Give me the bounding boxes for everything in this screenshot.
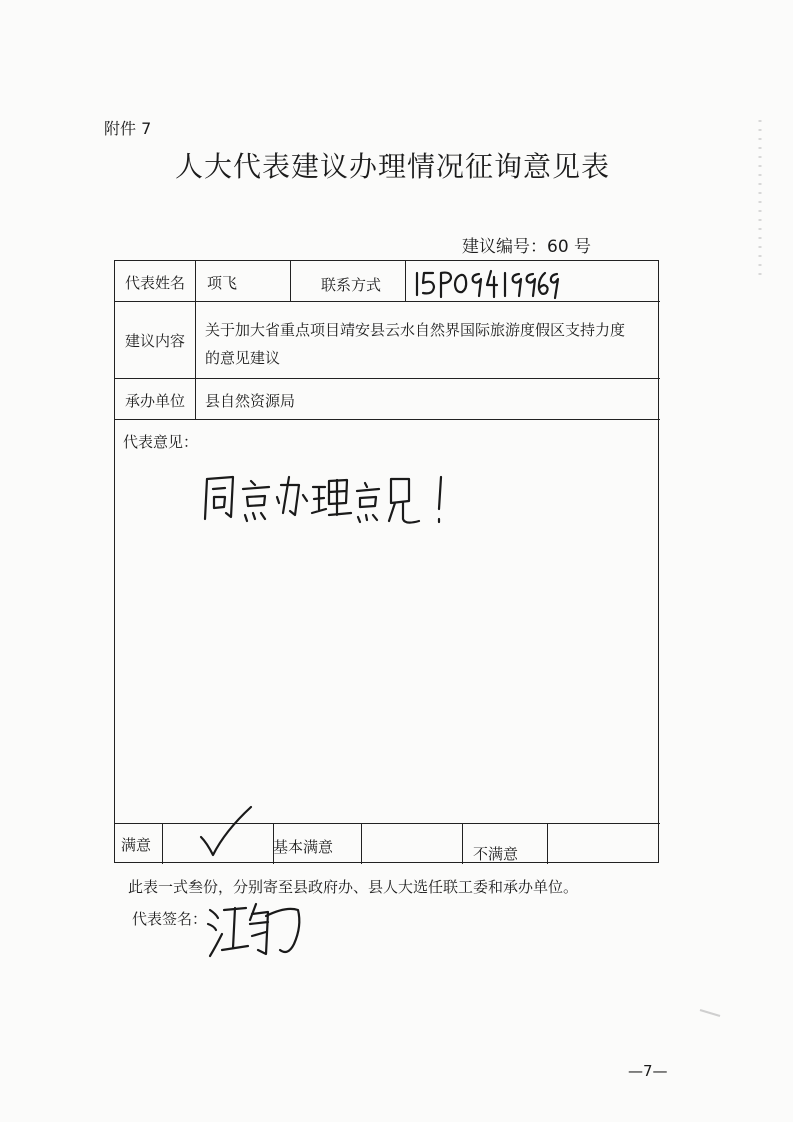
row-divider (115, 378, 660, 379)
column-divider (290, 261, 291, 301)
column-divider (162, 823, 163, 864)
satisfied-label: 满意 (121, 836, 152, 854)
handwritten-phone-number (411, 265, 561, 301)
copy-distribution-note: 此表一式叁份，分别寄至县政府办、县人大选任联工委和承办单位。 (128, 878, 579, 896)
opinion-handwritten (195, 467, 455, 541)
basic-satisfied-checkbox[interactable] (365, 827, 457, 861)
column-divider (405, 261, 406, 301)
unsatisfied-label: 不满意 (473, 845, 519, 863)
page-number: —7— (628, 1062, 668, 1080)
opinion-label: 代表意见： (123, 433, 199, 451)
attachment-label: 附件 7 (104, 119, 152, 138)
handwritten-signature (206, 896, 316, 966)
basic-satisfied-label: 基本满意 (273, 838, 334, 856)
column-divider (361, 823, 362, 864)
handwritten-opinion (195, 467, 455, 537)
unsatisfied-checkbox[interactable] (551, 827, 655, 861)
contact-handwritten (411, 265, 561, 305)
suggestion-number: 建议编号：60 号 (462, 237, 592, 257)
rep-name-label: 代表姓名 (125, 274, 186, 292)
satisfied-checkbox[interactable] (195, 803, 255, 867)
opinion-form-table (114, 260, 659, 863)
contact-label: 联系方式 (321, 276, 382, 294)
unit-label: 承办单位 (125, 392, 186, 410)
column-divider (547, 823, 548, 864)
signature (206, 896, 316, 970)
check-mark-icon (195, 803, 255, 863)
content-line-1: 关于加大省重点项目靖安县云水自然界国际旅游度假区支持力度 (205, 321, 626, 339)
rep-name-value: 项飞 (207, 274, 238, 292)
content-label: 建议内容 (125, 332, 186, 350)
column-divider (195, 261, 196, 419)
unit-value: 县自然资源局 (205, 392, 296, 410)
row-divider (115, 419, 660, 420)
content-line-2: 的意见建议 (205, 349, 281, 367)
column-divider (462, 823, 463, 864)
signature-label: 代表签名： (132, 910, 208, 928)
page-title: 人大代表建议办理情况征询意见表 (175, 150, 611, 183)
row-divider (115, 301, 660, 302)
